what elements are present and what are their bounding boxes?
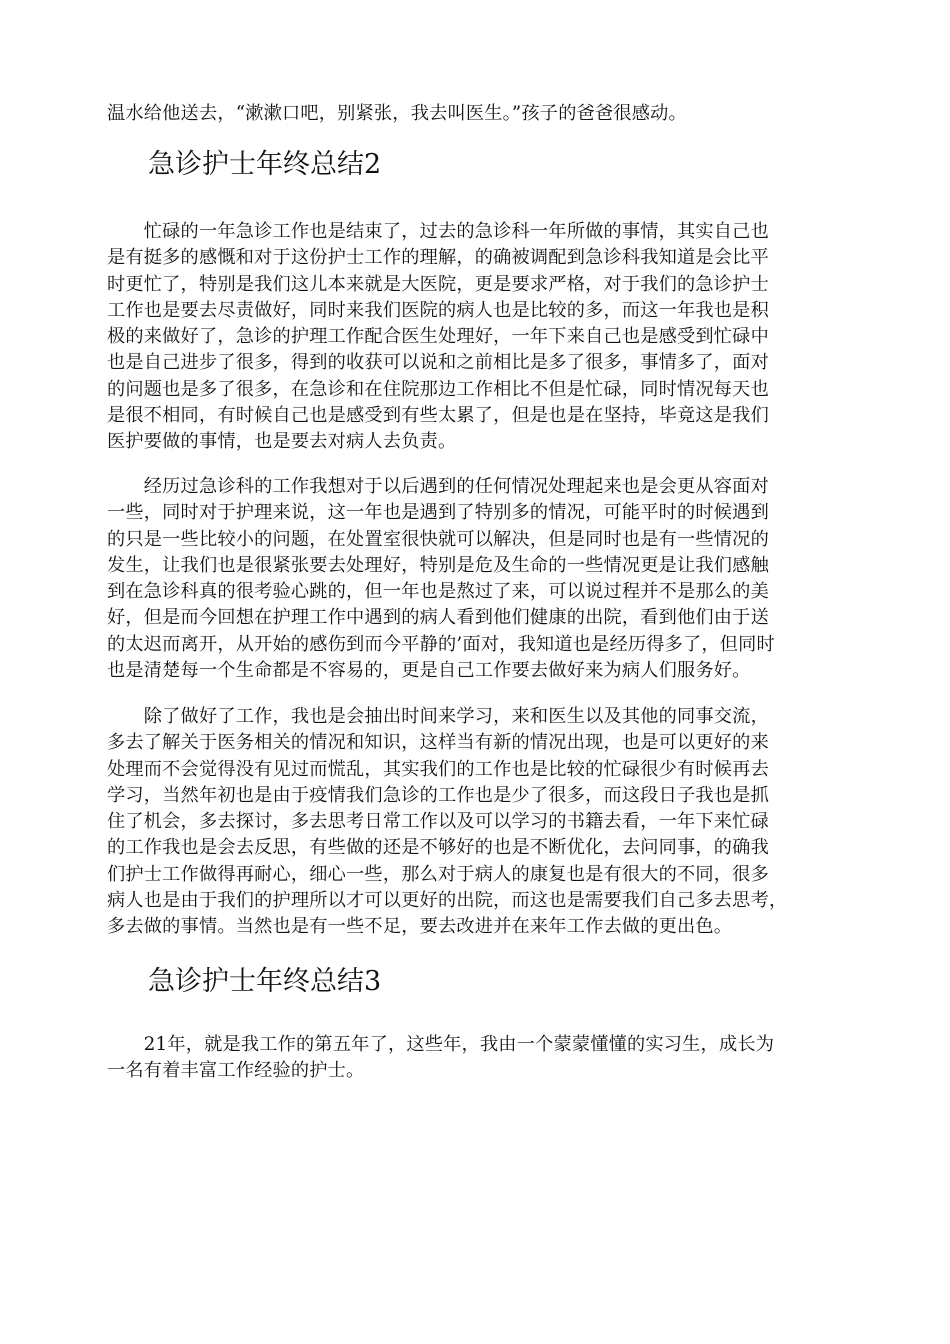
paragraph-line: 们护士工作做得再耐心，细心一些，那么对于病人的康复也是有很大的不同，很多 — [107, 863, 769, 885]
paragraph-line: 病人也是由于我们的护理所以才可以更好的出院，而这也是需要我们自己多去思考， — [107, 890, 788, 912]
paragraph-line: 住了机会，多去探讨，多去思考日常工作以及可以学习的书籍去看，一年下来忙碌 — [107, 811, 769, 833]
paragraph-line: 医护要做的事情，也是要去对病人去负责。 — [107, 431, 457, 453]
section-heading-3: 急诊护士年终总结3 — [148, 966, 382, 997]
paragraph-line: 忙碌的一年急诊工作也是结束了，过去的急诊科一年所做的事情，其实自己也 — [107, 221, 769, 242]
paragraph-line: 是很不相同，有时候自己也是感受到有些太累了，但是也是在坚持，毕竟这是我们 — [107, 405, 769, 427]
paragraph-line: 学习，当然年初也是由于疫情我们急诊的工作也是少了很多，而这段日子我也是抓 — [107, 784, 769, 806]
paragraph-line: 工作也是要去尽责做好，同时来我们医院的病人也是比较的多，而这一年我也是积 — [107, 299, 769, 321]
section2-paragraph-1 — [107, 219, 852, 456]
paragraph-line: 的只是一些比较小的问题，在处置室很快就可以解决，但是同时也是有一些情况的 — [107, 528, 769, 550]
section-heading-2: 急诊护士年终总结2 — [148, 149, 382, 180]
paragraph-line: 到在急诊科真的很考验心跳的，但一年也是熬过了来，可以说过程并不是那么的美 — [107, 581, 769, 603]
paragraph-line: 也是清楚每一个生命都是不容易的，更是自己工作要去做好来为病人们服务好。 — [107, 660, 751, 682]
paragraph-line: 经历过急诊科的工作我想对于以后遇到的任何情况处理起来也是会更从容面对 — [107, 476, 769, 497]
paragraph-line: 温水给他送去，“漱漱口吧，别紧张，我去叫医生。”孩子的爸爸很感动。 — [107, 103, 687, 124]
paragraph-line: 的工作我也是会去反思，有些做的还是不够好的也是不断优化，去问同事，的确我 — [107, 837, 769, 859]
section2-paragraph-3 — [107, 704, 852, 941]
paragraph-line: 的问题也是多了很多，在急诊和在住院那边工作相比不但是忙碌，同时情况每天也 — [107, 378, 769, 400]
section2-paragraph-2 — [107, 474, 852, 684]
paragraph-line: 时更忙了，特别是我们这儿本来就是大医院，更是要求严格，对于我们的急诊护士 — [107, 273, 769, 295]
paragraph-line: 一名有着丰富工作经验的护士。 — [107, 1060, 365, 1082]
paragraph-line: 除了做好了工作，我也是会抽出时间来学习，来和医生以及其他的同事交流， — [107, 706, 769, 727]
paragraph-line: 多去做的事情。当然也是有一些不足，要去改进并在来年工作去做的更出色。 — [107, 916, 733, 938]
paragraph-line: 多去了解关于医务相关的情况和知识，这样当有新的情况出现，也是可以更好的来 — [107, 732, 769, 754]
paragraph-line: 好，但是而今回想在护理工作中遇到的病人看到他们健康的出院，看到他们由于送 — [107, 607, 769, 629]
paragraph-line: 一些，同时对于护理来说，这一年也是遇到了特别多的情况，可能平时的时候遇到 — [107, 502, 769, 524]
paragraph-line: 极的来做好了，急诊的护理工作配合医生处理好，一年下来自己也是感受到忙碌中 — [107, 326, 769, 348]
intro-paragraph — [107, 101, 852, 127]
paragraph-line: 的太迟而离开，从开始的感伤到而今平静的’面对，我知道也是经历得多了，但同时 — [107, 633, 775, 655]
section3-paragraph-1 — [107, 1032, 852, 1085]
paragraph-line: 处理而不会觉得没有见过而慌乱，其实我们的工作也是比较的忙碌很少有时候再去 — [107, 758, 769, 780]
paragraph-line: 21年，就是我工作的第五年了，这些年，我由一个蒙蒙懂懂的实习生，成长为 — [107, 1034, 775, 1055]
paragraph-line: 也是自己进步了很多，得到的收获可以说和之前相比是多了很多，事情多了，面对 — [107, 352, 769, 374]
paragraph-line: 发生，让我们也是很紧张要去处理好，特别是危及生命的一些情况更是让我们感触 — [107, 554, 769, 576]
paragraph-line: 是有挺多的感慨和对于这份护士工作的理解，的确被调配到急诊科我知道是会比平 — [107, 247, 769, 269]
